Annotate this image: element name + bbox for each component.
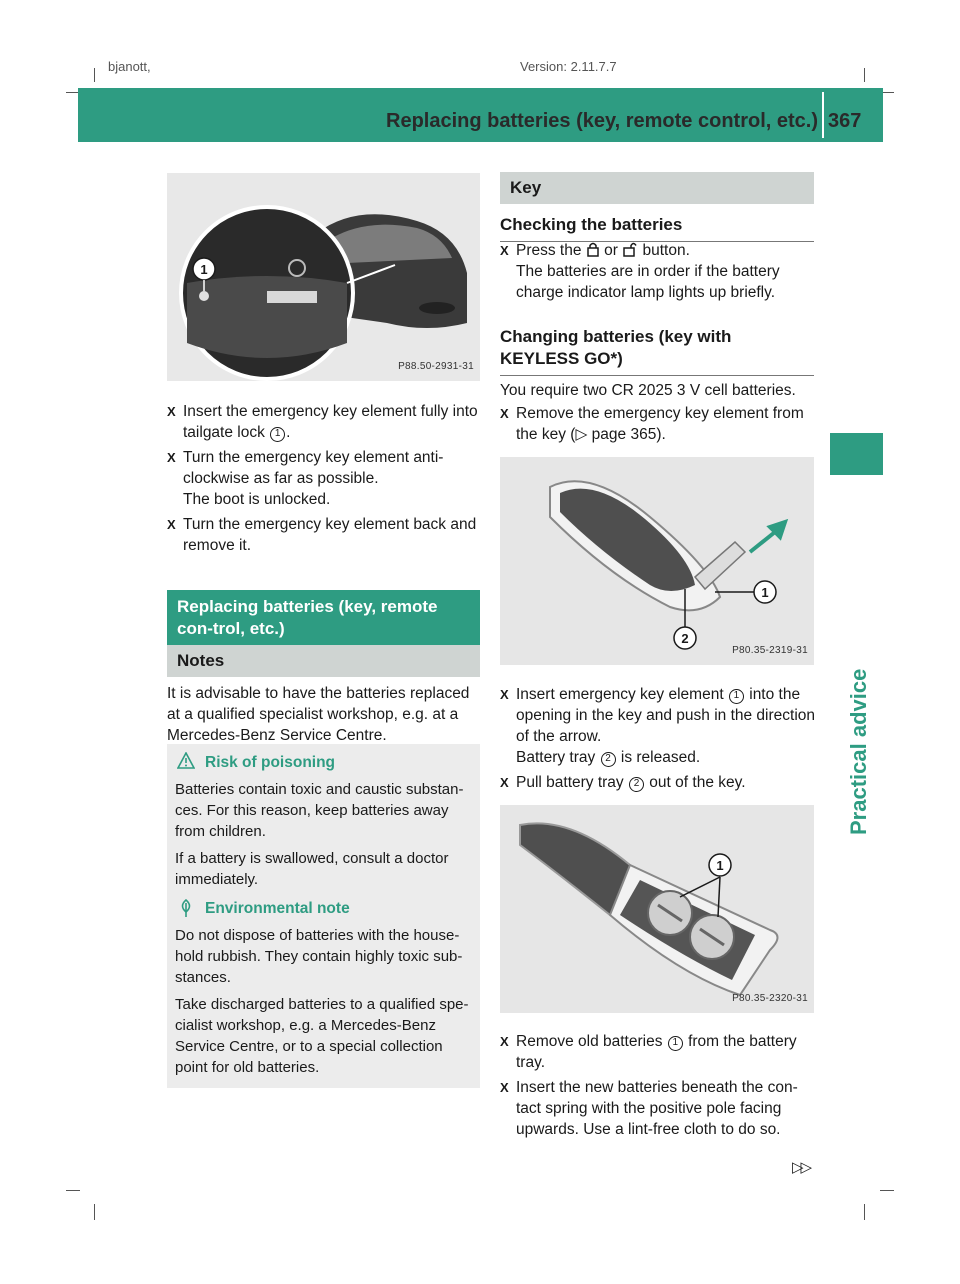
callout-ref: 1 [729,689,744,704]
battery-steps [500,1031,816,1140]
step-turn-key [167,447,482,510]
figure-code: P80.35-2319-31 [732,645,808,656]
step-insert-key [167,401,482,443]
environmental-note-box [167,890,480,1088]
step-text: Remove the emergency key element from the key ( [516,405,804,443]
step-text: Pull battery tray [516,774,628,791]
header-separator [822,92,824,138]
step-marker-icon: X [500,406,509,421]
step-remove-old-batteries [500,1031,816,1073]
notes-text: It is advisable to have the batteries replaced at a qualified specialist workshop, e.g. at a Mercedes-Benz Service Centre. [167,685,470,744]
step-text: Remove old batteries [516,1033,667,1050]
step-result: The batteries are in order if the battery charge indicator lamp lights up briefly. [516,263,780,301]
key-heading: Key [500,172,814,204]
step-result: is released. [616,749,701,766]
crop-mark [66,1190,80,1191]
figure-battery-tray [500,805,814,1013]
env-note-title: Environmental note [205,900,350,917]
step-text: Turn the emergency key element anti- [183,449,444,466]
left-steps [167,401,482,556]
battery-tray-illustration [500,805,814,1013]
step-text: clockwise as far as possible. [183,470,379,487]
step-marker-icon: X [500,1080,509,1095]
crop-mark [864,1204,865,1220]
crop-mark [94,68,95,82]
figure-callout: 1 [716,858,724,873]
require-block [500,380,814,445]
crop-mark [94,1204,95,1220]
figure-callout: 1 [200,262,208,277]
callout-ref: 2 [601,752,616,767]
step-text: button. [638,242,690,259]
step-remove-emergency-key [500,403,814,445]
env-note-text: Take discharged batteries to a qualified spe-cialist workshop, e.g. a Mercedes-Benz Service Centre, or to a special collection point for old batteries. [175,996,469,1076]
print-meta-author: bjanott, [108,60,151,74]
step-text: Insert the new batteries beneath the con-tact spring with the positive pole facing upwards. Use a lint-free cloth to do so. [516,1079,798,1138]
step-text: . [286,424,291,441]
env-note-text: Do not dispose of batteries with the house-hold rubbish. They contain highly toxic sub-stances. [175,927,463,986]
step-marker-icon: X [500,1034,509,1049]
section-title: Replacing batteries (key, remote con-trol, etc.) [167,590,480,646]
step-text: Press the [516,242,586,259]
car-rear-illustration [167,173,480,381]
step-text: page 365). [587,426,666,443]
step-text: out of the key. [645,774,746,791]
figure-code: P80.35-2320-31 [732,993,808,1004]
step-marker-icon: X [167,450,176,465]
changing-heading-block [500,326,814,376]
callout-ref: 2 [629,777,644,792]
figure-callout: 2 [681,631,689,646]
page-title: Replacing batteries (key, remote control, etc.) [386,110,818,132]
leaf-icon [177,898,195,924]
changing-heading: Changing batteries (key with KEYLESS GO*) [500,326,814,376]
figure-callout: 1 [761,585,769,600]
step-remove-key [167,514,482,556]
step-text: from the battery tray. [516,1033,797,1071]
warning-text: Batteries contain toxic and caustic substan-ces. For this reason, keep batteries away from children. [175,781,464,840]
key-illustration [500,457,814,665]
step-marker-icon: X [500,775,509,790]
warning-box [167,744,480,900]
step-text: Insert emergency key element [516,686,728,703]
chapter-label: Practical advice [846,668,871,835]
warning-text: If a battery is swallowed, consult a doctor immediately. [175,850,449,888]
callout-ref: 1 [270,427,285,442]
step-text: Insert the emergency key element fully into tailgate lock [183,403,478,441]
step-marker-icon: X [167,404,176,419]
notes-block [167,645,480,746]
require-text: You require two CR 2025 3 V cell batteries. [500,382,796,399]
lock-button-icon [586,242,600,259]
step-result: The boot is unlocked. [183,491,331,508]
step-marker-icon: X [167,517,176,532]
continue-arrows-icon: ▷▷ [792,1159,810,1176]
warning-triangle-icon [177,752,195,775]
checking-heading: Checking the batteries [500,214,814,242]
section-heading-replacing [167,590,480,646]
page-number: 367 [828,110,862,132]
step-marker-icon: X [500,687,509,702]
warning-title: Risk of poisoning [205,754,336,771]
key-section [500,172,814,242]
figure-code: P88.50-2931-31 [398,361,474,372]
step-text: or [599,242,623,259]
figure-tailgate-lock [167,173,480,381]
crop-mark [864,68,865,82]
step-marker-icon: X [500,243,509,258]
unlock-button-icon [622,242,638,259]
page-ref-arrow-icon: ▷ [575,426,588,443]
step-text: into the opening in the key and push in the direction of the arrow. [516,686,816,745]
insert-pull-steps [500,684,816,793]
step-text: Turn the emergency key element back and remove it. [183,516,477,554]
print-meta-version: Version: 2.11.7.7 [520,60,617,74]
step-insert-emergency-key [500,684,816,768]
check-step [500,240,814,303]
crop-mark [880,1190,894,1191]
figure-key-emergency [500,457,814,665]
notes-heading: Notes [167,645,480,677]
step-pull-tray [500,772,816,793]
chapter-tab [830,433,883,475]
callout-ref: 1 [668,1036,683,1051]
step-result: Battery tray [516,749,600,766]
step-insert-new-batteries [500,1077,816,1140]
